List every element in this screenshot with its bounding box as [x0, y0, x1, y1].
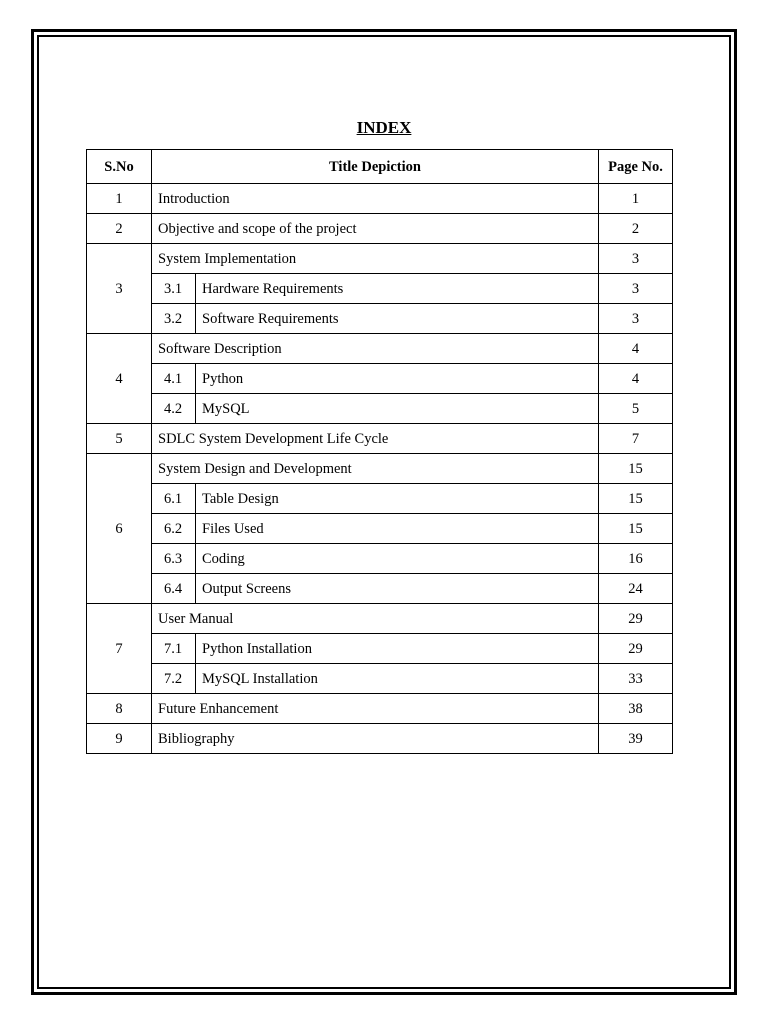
section-title: Introduction	[152, 184, 599, 214]
section-row	[87, 454, 673, 484]
subsection-title: Files Used	[196, 514, 599, 544]
section-page: 1	[599, 184, 673, 214]
subsection-title: Table Design	[196, 484, 599, 514]
section-page: 38	[599, 694, 673, 724]
subsection-page: 33	[599, 664, 673, 694]
page-title: INDEX	[356, 118, 412, 137]
section-number: 3	[87, 244, 152, 334]
subsection-page: 29	[599, 634, 673, 664]
subsection-row	[87, 484, 673, 514]
subsection-row	[87, 394, 673, 424]
subsection-number: 6.3	[152, 544, 196, 574]
section-page: 29	[599, 604, 673, 634]
section-page: 7	[599, 424, 673, 454]
section-title: SDLC System Development Life Cycle	[152, 424, 599, 454]
section-page: 15	[599, 454, 673, 484]
subsection-title: Hardware Requirements	[196, 274, 599, 304]
section-title: Software Description	[152, 334, 599, 364]
subsection-title: MySQL	[196, 394, 599, 424]
subsection-number: 4.1	[152, 364, 196, 394]
section-number: 2	[87, 214, 152, 244]
index-body	[87, 184, 673, 754]
subsection-title: Coding	[196, 544, 599, 574]
subsection-title: Python Installation	[196, 634, 599, 664]
subsection-page: 15	[599, 484, 673, 514]
subsection-row	[87, 574, 673, 604]
section-title: Objective and scope of the project	[152, 214, 599, 244]
section-row	[87, 214, 673, 244]
header-row	[87, 150, 673, 184]
subsection-number: 6.2	[152, 514, 196, 544]
section-number: 1	[87, 184, 152, 214]
subsection-page: 3	[599, 304, 673, 334]
section-number: 7	[87, 604, 152, 694]
subsection-page: 3	[599, 274, 673, 304]
section-row	[87, 184, 673, 214]
header-title: Title Depiction	[152, 150, 599, 184]
index-table	[86, 149, 673, 754]
section-number: 9	[87, 724, 152, 754]
subsection-number: 6.4	[152, 574, 196, 604]
subsection-page: 5	[599, 394, 673, 424]
section-number: 8	[87, 694, 152, 724]
section-title: System Implementation	[152, 244, 599, 274]
header-sno: S.No	[87, 150, 152, 184]
subsection-row	[87, 634, 673, 664]
header-page: Page No.	[599, 150, 673, 184]
subsection-title: Python	[196, 364, 599, 394]
section-row	[87, 724, 673, 754]
section-number: 4	[87, 334, 152, 424]
subsection-title: MySQL Installation	[196, 664, 599, 694]
subsection-page: 15	[599, 514, 673, 544]
subsection-number: 6.1	[152, 484, 196, 514]
section-title: Future Enhancement	[152, 694, 599, 724]
section-number: 5	[87, 424, 152, 454]
subsection-row	[87, 364, 673, 394]
section-page: 4	[599, 334, 673, 364]
subsection-row	[87, 274, 673, 304]
subsection-number: 3.1	[152, 274, 196, 304]
section-title: User Manual	[152, 604, 599, 634]
subsection-title: Software Requirements	[196, 304, 599, 334]
subsection-page: 24	[599, 574, 673, 604]
section-row	[87, 244, 673, 274]
subsection-number: 4.2	[152, 394, 196, 424]
section-row	[87, 604, 673, 634]
section-row	[87, 694, 673, 724]
section-row	[87, 334, 673, 364]
subsection-row	[87, 544, 673, 574]
subsection-page: 16	[599, 544, 673, 574]
section-page: 39	[599, 724, 673, 754]
subsection-row	[87, 304, 673, 334]
subsection-title: Output Screens	[196, 574, 599, 604]
subsection-row	[87, 664, 673, 694]
section-title: System Design and Development	[152, 454, 599, 484]
section-page: 3	[599, 244, 673, 274]
subsection-number: 3.2	[152, 304, 196, 334]
subsection-row	[87, 514, 673, 544]
subsection-number: 7.2	[152, 664, 196, 694]
section-page: 2	[599, 214, 673, 244]
subsection-number: 7.1	[152, 634, 196, 664]
section-number: 6	[87, 454, 152, 604]
section-title: Bibliography	[152, 724, 599, 754]
section-row	[87, 424, 673, 454]
subsection-page: 4	[599, 364, 673, 394]
